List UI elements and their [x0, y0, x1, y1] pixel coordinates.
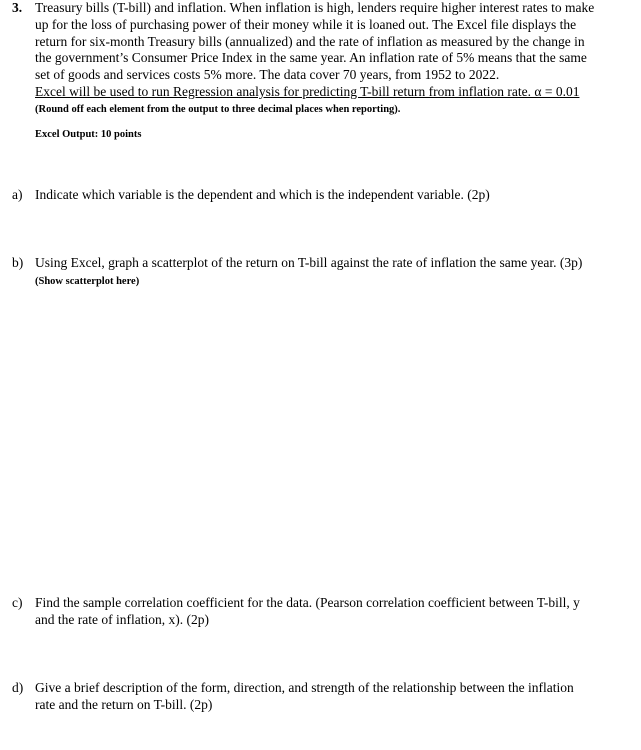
rounding-note: (Round off each element from the output to three decimal places when reporting).	[35, 103, 401, 115]
part-b-label: b)	[12, 255, 24, 270]
part-b-block	[35, 255, 595, 291]
part-d-text: Give a brief description of the form, direction, and strength of the relationship between the inflation rate and the return on T-bill. (2p)	[35, 680, 574, 712]
part-c-text: Find the sample correlation coefficient for the data. (Pearson correlation coefficient between T-bill, y and the rate of inflation, x). (2p)	[35, 595, 580, 627]
question-body	[35, 0, 595, 142]
regression-instruction: Excel will be used to run Regression analysis for predicting T-bill return from inflation rate. α = 0.01	[35, 83, 580, 99]
part-d-label: d)	[12, 680, 24, 695]
question-number: 3.	[12, 0, 23, 15]
question-paragraph: Treasury bills (T-bill) and inflation. When inflation is high, lenders require higher interest rates to make up for the loss of purchasing power of their money while it is loaned out. The Excel file displays the return for six-month Treasury bills (annualized) and the rate of inflation as measured by the change in the government’s Consumer Price Index in the same year. An inflation rate of 5% means that the same set of goods and services costs 5% more. The data cover 70 years, from 1952 to 2022.	[35, 0, 595, 83]
part-c-label: c)	[12, 595, 23, 610]
excel-output-label: Excel Output: 10 points	[35, 128, 142, 140]
part-a-text: Indicate which variable is the dependent and which is the independent variable. (2p)	[35, 187, 490, 202]
part-a-label: a)	[12, 187, 23, 202]
part-b-text: Using Excel, graph a scatterplot of the return on T-bill against the rate of inflation the same year. (3p)	[35, 255, 583, 270]
part-b-note: (Show scatterplot here)	[35, 275, 140, 287]
